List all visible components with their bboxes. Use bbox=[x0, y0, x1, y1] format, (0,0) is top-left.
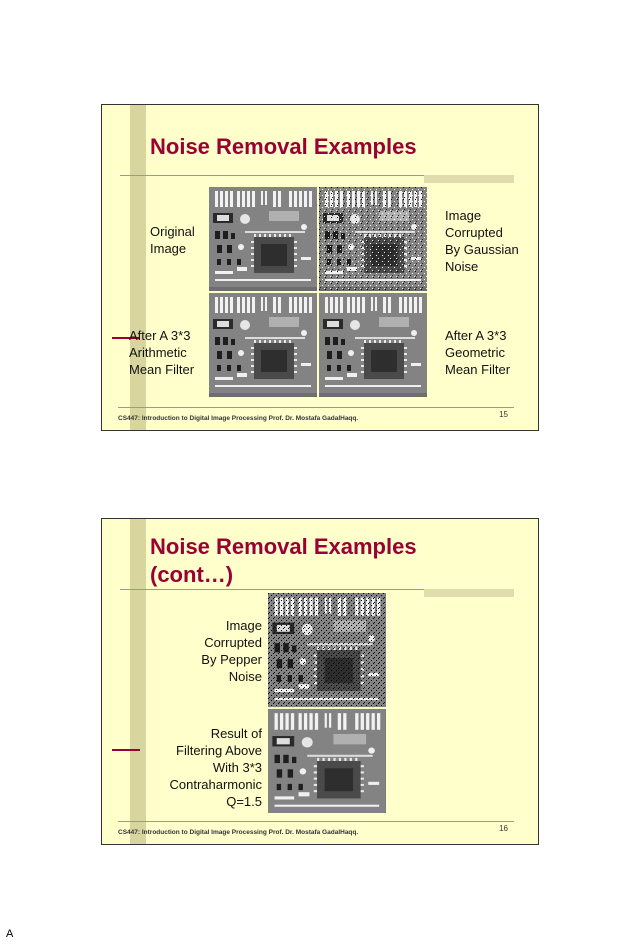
image-gaussian bbox=[319, 187, 427, 291]
footer-rule bbox=[118, 821, 514, 822]
image-contraharmonic bbox=[268, 709, 386, 813]
title-accent-bar bbox=[424, 175, 514, 183]
slide-title-line-1: Noise Removal Examples bbox=[150, 534, 417, 559]
slide-16 bbox=[101, 518, 539, 845]
image-arithmetic bbox=[209, 293, 317, 397]
label-gaussian: Image Corrupted By Gaussian Noise bbox=[445, 208, 519, 274]
footer-text: CS447: Introduction to Digital Image Processing Prof. Dr. Mostafa GadalHaqq. bbox=[118, 415, 359, 422]
label-geometric: After A 3*3 Geometric Mean Filter bbox=[445, 328, 511, 377]
red-marker bbox=[112, 749, 140, 751]
page-mark: A bbox=[6, 928, 14, 940]
slide-side-bar bbox=[130, 105, 146, 430]
title-accent-bar bbox=[424, 589, 514, 597]
footer-rule bbox=[118, 407, 514, 408]
label-result: Result of Filtering Above With 3*3 Contraharmonic Q=1.5 bbox=[169, 726, 262, 809]
slide-15 bbox=[101, 104, 539, 431]
slide-title-line-2: (cont…) bbox=[150, 562, 234, 587]
page-number: 16 bbox=[499, 824, 508, 833]
image-pepper bbox=[268, 593, 386, 707]
image-original bbox=[209, 187, 317, 291]
label-original: Original Image bbox=[150, 224, 195, 256]
image-geometric bbox=[319, 293, 427, 397]
label-arithmetic: After A 3*3 Arithmetic Mean Filter bbox=[129, 328, 195, 377]
footer-text: CS447: Introduction to Digital Image Processing Prof. Dr. Mostafa GadalHaqq. bbox=[118, 829, 359, 836]
slide-title: Noise Removal Examples bbox=[150, 134, 417, 159]
label-pepper: Image Corrupted By Pepper Noise bbox=[201, 618, 262, 684]
slide-title bbox=[150, 533, 417, 589]
page-number: 15 bbox=[499, 410, 508, 419]
